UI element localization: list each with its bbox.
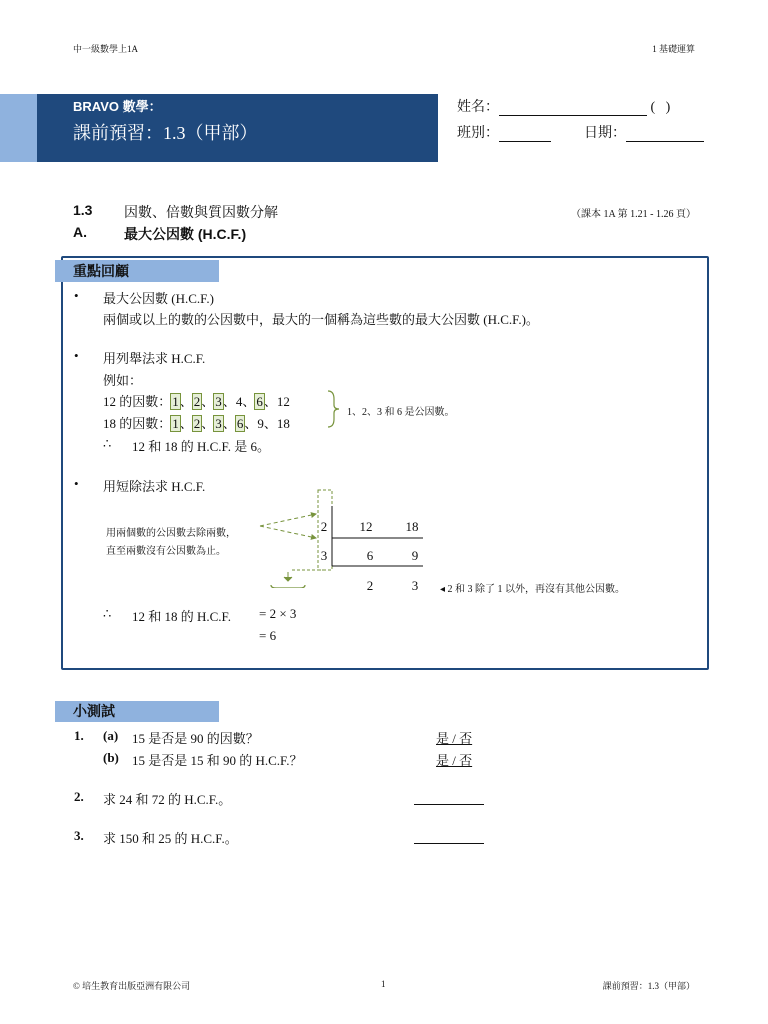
q1b-text: 15 是否是 15 和 90 的 H.C.F.？: [132, 753, 303, 768]
quotient-b: 3: [411, 578, 419, 593]
factor-12-common-1: 1: [172, 394, 179, 409]
final-eq-1: = 2 × 3: [259, 606, 297, 621]
class-label: 班別：: [457, 126, 499, 141]
name-field[interactable]: [499, 101, 647, 116]
hcf-def-title: 最大公因數 (H.C.F.): [103, 291, 214, 306]
quiz-tab: 小測試: [55, 701, 219, 722]
date-field[interactable]: [626, 127, 704, 142]
factors-of-18: 18 的因數：1、2、3、6、9、18: [103, 416, 290, 431]
final-lead: 12 和 18 的 H.C.F.: [132, 609, 231, 624]
footer-copyright: © 培生教育出版亞洲有限公司: [73, 981, 191, 991]
q1a-tag: (a): [103, 728, 119, 743]
factor-12-hcf: 6: [256, 394, 263, 409]
factor-12-4: 4: [235, 394, 243, 409]
class-field[interactable]: [499, 127, 551, 142]
factors-12-lead: 12 的因數：: [103, 394, 172, 409]
bullet-2: •: [74, 348, 79, 363]
q1b-answer-choice[interactable]: 是 / 否: [436, 753, 473, 768]
name-label: 姓名：: [457, 100, 499, 115]
date-label: 日期：: [584, 126, 626, 141]
footer-page-number: 1: [381, 979, 386, 989]
q2-answer-line[interactable]: [414, 803, 484, 805]
q1-number: 1.: [74, 728, 84, 743]
factors-of-12: 12 的因數：1、2、3、4、6、12: [103, 394, 290, 409]
banner-sub-label: BRAVO 數學：: [73, 99, 162, 114]
q1b-tag: (b): [103, 750, 119, 765]
dividend-b-2: 9: [411, 548, 419, 563]
side-note-1: 用兩個數的公因數去除兩數，: [106, 528, 236, 539]
factor-18-common-3: 3: [215, 416, 222, 431]
final-eq-2: = 6: [259, 628, 277, 643]
factor-18-hcf: 6: [236, 416, 244, 431]
name-row: [457, 96, 670, 116]
subsection-letter: A.: [73, 224, 87, 240]
section-title: 因數、倍數與質因數分解: [124, 204, 278, 220]
factor-18-common-2: 2: [193, 416, 201, 431]
dividend-a-1: 12: [359, 519, 373, 534]
dividend-a-2: 6: [366, 548, 374, 563]
q2-number: 2.: [74, 789, 84, 804]
class-no-open: (: [650, 100, 656, 115]
page-header-right: 1 基礎運算: [652, 44, 695, 54]
result-brace-arrow: [268, 570, 308, 588]
concept-tab: 重點回顧: [55, 260, 219, 282]
factor-18-common-1: 1: [172, 416, 179, 431]
textbook-reference: （課本 1A 第 1.21 - 1.26 頁）: [571, 209, 696, 220]
subsection-title: 最大公因數 (H.C.F.): [124, 226, 247, 242]
footer-title: 課前預習：1.3（甲部）: [602, 981, 695, 991]
class-date-row: [457, 122, 704, 142]
q3-answer-line[interactable]: [414, 842, 484, 844]
factor-12-common-3: 3: [215, 394, 222, 409]
q2-text: 求 24 和 72 的 H.C.F.。: [103, 792, 232, 807]
brace-note: 1、2、3 和 6 是公因數。: [347, 407, 455, 418]
q1a-text: 15 是否是 90 的因數？: [132, 731, 259, 746]
q1a-answer-choice[interactable]: 是 / 否: [436, 731, 473, 746]
side-note-2: 直至兩數沒有公因數為止。: [106, 546, 226, 557]
coprime-note: ◂ 2 和 3 除了 1 以外，再沒有其他公因數。: [440, 584, 626, 595]
bullet-3: •: [74, 476, 79, 491]
divisor-1: 2: [320, 519, 328, 534]
banner-accent: [0, 94, 37, 162]
short-division-title: 用短除法求 H.C.F.: [103, 479, 206, 494]
therefore-2: ∴: [103, 606, 112, 621]
factor-18-9: 9: [257, 416, 264, 431]
example-label: 例如：: [103, 373, 143, 388]
listing-method-title: 用列舉法求 H.C.F.: [103, 351, 206, 366]
class-no-close: ): [665, 100, 671, 115]
bullet-1: •: [74, 288, 79, 303]
section-number: 1.3: [73, 202, 93, 218]
factor-18-18: 18: [276, 416, 290, 431]
quotient-a: 2: [366, 578, 374, 593]
divisor-2: 3: [320, 548, 328, 563]
curly-brace: [326, 389, 342, 429]
q3-number: 3.: [74, 828, 84, 843]
factor-12-common-2: 2: [193, 394, 201, 409]
q3-text: 求 150 和 25 的 H.C.F.。: [103, 831, 238, 846]
banner-title: 課前預習：1.3（甲部）: [73, 123, 258, 143]
listing-conclusion: 12 和 18 的 H.C.F. 是 6。: [132, 439, 270, 454]
dividend-b-1: 18: [405, 519, 419, 534]
hcf-def-text: 兩個或以上的數的公因數中，最大的一個稱為這些數的最大公因數 (H.C.F.)。: [103, 312, 539, 327]
factor-12-12: 12: [276, 394, 290, 409]
factors-18-lead: 18 的因數：: [103, 416, 172, 431]
page-header-left: 中一級數學上1A: [73, 44, 138, 54]
therefore-1: ∴: [103, 436, 112, 451]
